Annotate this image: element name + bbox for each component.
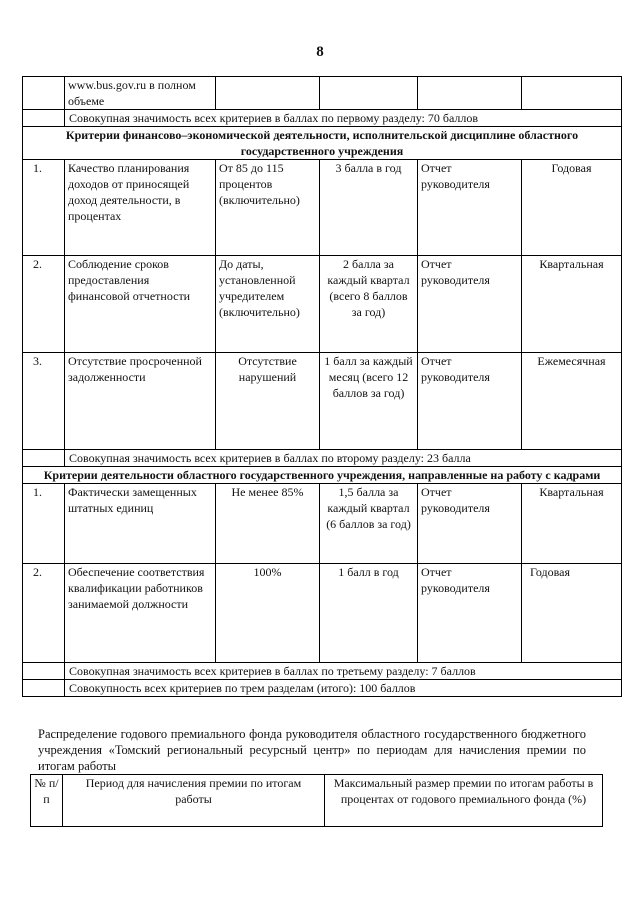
cell-points: 1,5 балла за каждый квартал (6 баллов за год): [320, 484, 418, 564]
cell-criterion: Фактически замещенных штатных единиц: [65, 484, 216, 564]
table-row: [23, 353, 622, 450]
cell-points: 1 балл в год: [320, 564, 418, 663]
table-row: [23, 77, 622, 110]
section2-title: Критерии финансово–экономической деятельности, исполнительской дисциплине областного государственного учреждения: [23, 127, 622, 160]
grand-total-row: [23, 680, 622, 697]
criteria-table: [22, 76, 622, 697]
section1-total-row: [23, 110, 622, 127]
cell-num: 2.: [23, 564, 65, 663]
cell-criterion: www.bus.gov.ru в полном объеме: [65, 77, 216, 110]
column-header-max-bonus: Максимальный размер премии по итогам работы в процентах от годового премиального фонда (%): [325, 775, 603, 827]
section2-header-row: [23, 127, 622, 160]
cell-source: Отчет руководителя: [418, 256, 522, 353]
table-header-row: [31, 775, 603, 827]
cell-criterion: Отсутствие просроченной задолженности: [65, 353, 216, 450]
table-row: [23, 160, 622, 256]
cell-num: 3.: [23, 353, 65, 450]
cell-criterion: Соблюдение сроков предоставления финансовой отчетности: [65, 256, 216, 353]
cell-source: Отчет руководителя: [418, 160, 522, 256]
cell-period: Квартальная: [522, 256, 622, 353]
column-header-period: Период для начисления премии по итогам работы: [63, 775, 325, 827]
page-number: 8: [316, 44, 324, 60]
cell-period: Квартальная: [522, 484, 622, 564]
cell-source: Отчет руководителя: [418, 564, 522, 663]
cell-points: 2 балла за каждый квартал (всего 8 баллов за год): [320, 256, 418, 353]
table-row: [23, 484, 622, 564]
cell-num: 2.: [23, 256, 65, 353]
distribution-paragraph: Распределение годового премиального фонда руководителя областного государственного бюджетного учреждения «Томский региональный ресурсный центр» по периодам для начисления премии по итогам работы: [38, 727, 586, 773]
column-header-num: № п/п: [31, 775, 63, 827]
cell-condition: Отсутствие нарушений: [216, 353, 320, 450]
cell-criterion: Качество планирования доходов от приносящей доход деятельности, в процентах: [65, 160, 216, 256]
cell-num: 1.: [23, 160, 65, 256]
cell-period: Годовая: [522, 160, 622, 256]
section3-total-row: [23, 663, 622, 680]
cell-source: Отчет руководителя: [418, 353, 522, 450]
table-row: [23, 564, 622, 663]
cell-condition: До даты, установленной учредителем (включительно): [216, 256, 320, 353]
section2-total-row: [23, 450, 622, 467]
cell-num: 1.: [23, 484, 65, 564]
cell-condition: От 85 до 115 процентов (включительно): [216, 160, 320, 256]
cell-period: Ежемесячная: [522, 353, 622, 450]
cell-condition: Не менее 85%: [216, 484, 320, 564]
section2-total: Совокупная значимость всех критериев в баллах по второму разделу: 23 балла: [65, 450, 622, 467]
section1-total: Совокупная значимость всех критериев в баллах по первому разделу: 70 баллов: [65, 110, 622, 127]
cell-points: 3 балла в год: [320, 160, 418, 256]
cell-criterion: Обеспечение соответствия квалификации работников занимаемой должности: [65, 564, 216, 663]
distribution-table: [30, 774, 603, 827]
cell-points: 1 балл за каждый месяц (всего 12 баллов за год): [320, 353, 418, 450]
section3-header-row: [23, 467, 622, 484]
section3-title: Критерии деятельности областного государственного учреждения, направленные на работу с кадрами: [23, 467, 622, 484]
cell-condition: 100%: [216, 564, 320, 663]
grand-total: Совокупность всех критериев по трем разделам (итого): 100 баллов: [65, 680, 622, 697]
section3-total: Совокупная значимость всех критериев в баллах по третьему разделу: 7 баллов: [65, 663, 622, 680]
table-row: [23, 256, 622, 353]
cell-period: Годовая: [522, 564, 622, 663]
cell-source: Отчет руководителя: [418, 484, 522, 564]
